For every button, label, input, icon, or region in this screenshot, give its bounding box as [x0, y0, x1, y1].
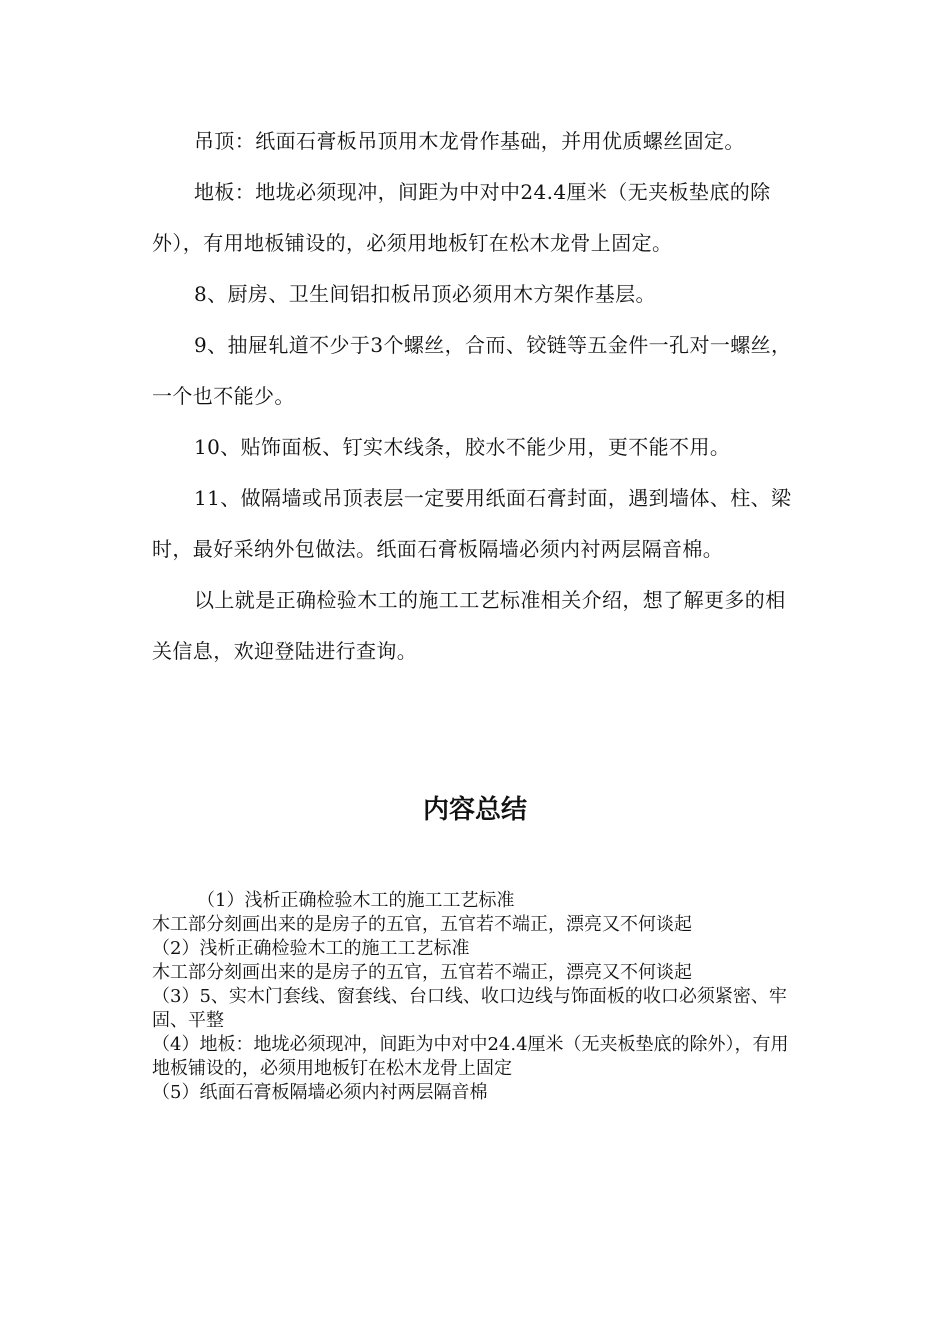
paragraph-ceiling: 吊顶：纸面石膏板吊顶用木龙骨作基础，并用优质螺丝固定。	[194, 129, 745, 153]
summary-line: （3）5、实木门套线、窗套线、台口线、收口边线与饰面板的收口必须紧密、牢固、平整	[152, 986, 787, 1031]
summary-line: 木工部分刻画出来的是房子的五官，五官若不端正，漂亮又不何谈起	[152, 914, 692, 935]
body-text	[152, 116, 802, 677]
summary-title: 内容总结	[422, 795, 527, 825]
paragraph-item-10: 10、贴饰面板、钉实木线条，胶水不能少用，更不能不用。	[194, 435, 731, 459]
summary-line: （5）纸面石膏板隔墙必须内衬两层隔音棉	[152, 1082, 488, 1103]
paragraph-item-8: 8、厨房、卫生间铝扣板吊顶必须用木方架作基层。	[194, 282, 656, 306]
summary-line: （1）浅析正确检验木工的施工工艺标准	[197, 890, 515, 911]
summary-line: （4）地板：地垅必须现冲，间距为中对中24.4厘米（无夹板垫底的除外），有用地板铺设的，必须用地板钉在松木龙骨上固定	[152, 1034, 789, 1079]
summary-line: （2）浅析正确检验木工的施工工艺标准	[152, 938, 470, 959]
paragraph-conclusion: 以上就是正确检验木工的施工工艺标准相关介绍，想了解更多的相关信息，欢迎登陆进行查询。	[152, 588, 786, 663]
paragraph-floor: 地板：地垅必须现冲，间距为中对中24.4厘米（无夹板垫底的除外），有用地板铺设的，必须用地板钉在松木龙骨上固定。	[152, 180, 771, 255]
summary-line: 木工部分刻画出来的是房子的五官，五官若不端正，漂亮又不何谈起	[152, 962, 692, 983]
paragraph-item-11: 11、做隔墙或吊顶表层一定要用纸面石膏封面，遇到墙体、柱、梁时，最好采纳外包做法。纸面石膏板隔墙必须内衬两层隔音棉。	[152, 486, 792, 561]
summary-list	[152, 889, 802, 1105]
paragraph-item-9: 9、抽屉轧道不少于3个螺丝，合而、铰链等五金件一孔对一螺丝，一个也不能少。	[152, 333, 792, 408]
